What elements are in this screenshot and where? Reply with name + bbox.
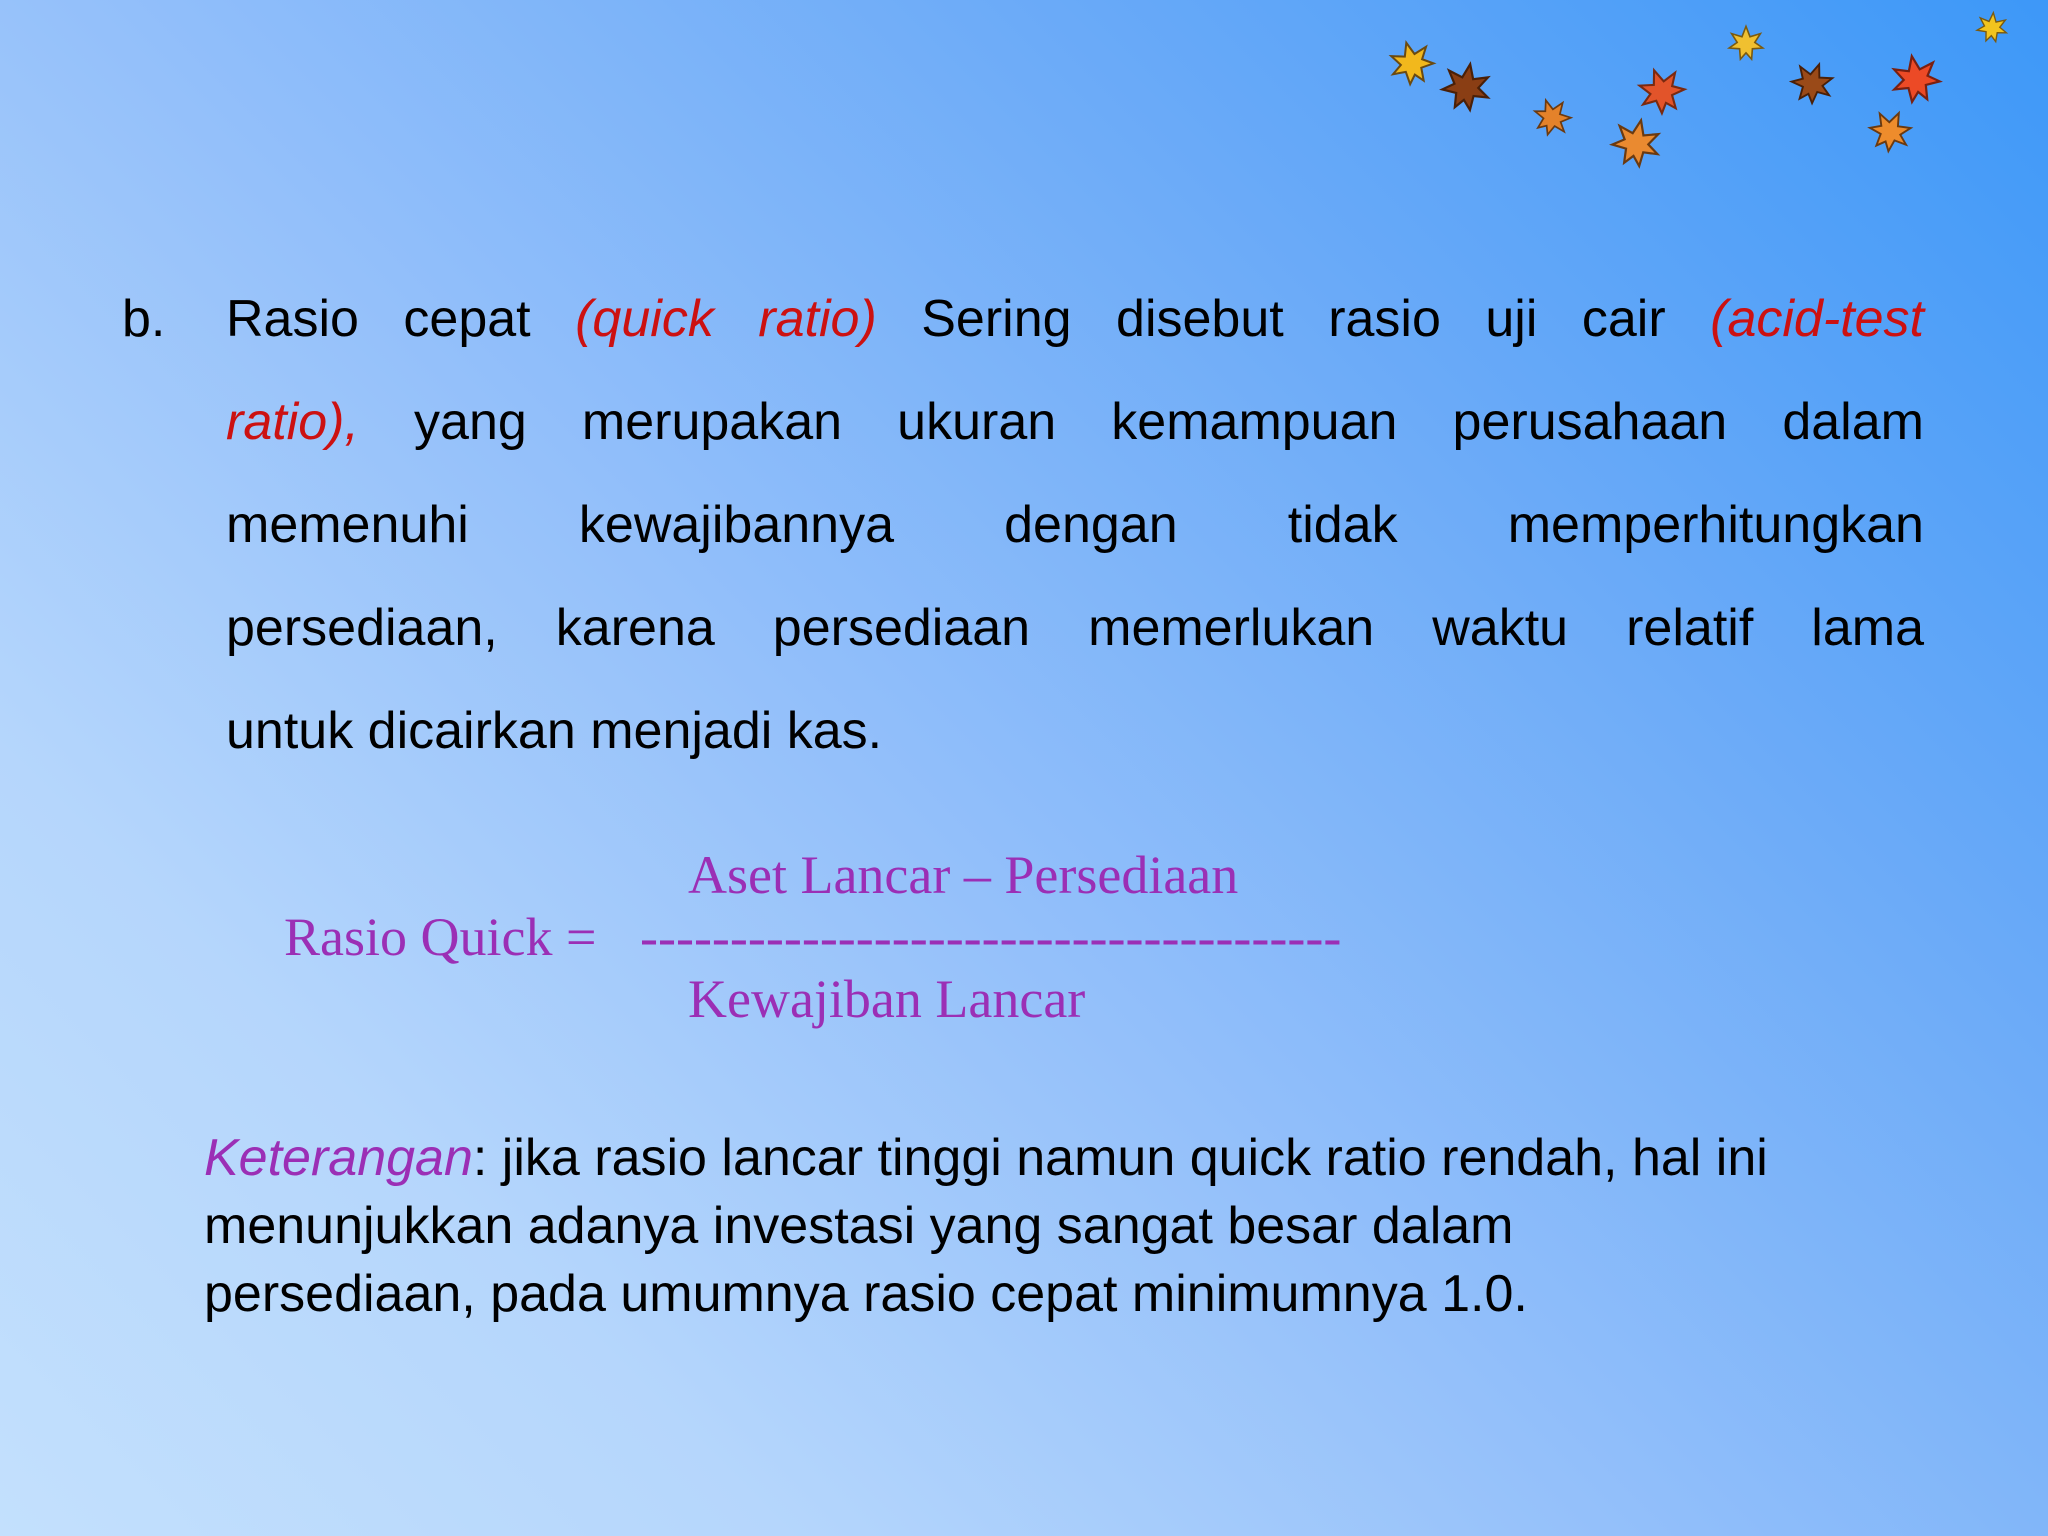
leaf-1-icon <box>1386 37 1437 87</box>
word: persediaan, <box>226 599 498 657</box>
paragraph-line-5 <box>226 680 1924 783</box>
note-line-1 <box>204 1124 1964 1192</box>
leaf-3-icon <box>1528 92 1577 141</box>
word: Rasio <box>226 290 359 348</box>
word: rasio <box>1328 290 1441 348</box>
leaf-7-icon <box>1787 58 1838 108</box>
note-label: Keterangan <box>204 1129 473 1187</box>
leaf-4-icon <box>1633 63 1689 119</box>
word: ukuran <box>897 393 1057 451</box>
word: memenuhi <box>226 496 469 554</box>
leaf-6-icon <box>1729 26 1763 59</box>
word: cair <box>1581 290 1666 348</box>
word: cepat <box>403 290 531 348</box>
definition-paragraph <box>226 268 1924 783</box>
word: Sering <box>921 290 1072 348</box>
word: uji <box>1485 290 1538 348</box>
word: memerlukan <box>1088 599 1375 657</box>
formula-numerator: Aset Lancar – Persediaan <box>688 845 1239 905</box>
leaf-9-icon <box>1864 105 1917 157</box>
word: karena <box>555 599 715 657</box>
word: disebut <box>1116 290 1284 348</box>
leaf-10-icon <box>1976 11 2008 42</box>
word: waktu <box>1432 599 1569 657</box>
paragraph-line-3 <box>226 474 1924 577</box>
word: persediaan <box>772 599 1031 657</box>
note-text: : jika rasio lancar tinggi namun quick ratio rendah, hal ini <box>472 1129 1768 1187</box>
formula-denominator: Kewajiban Lancar <box>688 969 1086 1029</box>
emphasis-term: (acid-test <box>1710 290 1924 348</box>
word-group: untuk dicairkan menjadi kas. <box>226 702 883 760</box>
word: merupakan <box>581 393 843 451</box>
emphasis-term: ratio), <box>226 393 359 451</box>
paragraph-line-4 <box>226 577 1924 680</box>
formula-fraction-line: --------------------------------------- <box>640 907 1342 967</box>
paragraph-line-1 <box>226 268 1924 371</box>
paragraph-line-2 <box>226 371 1924 474</box>
note-line-3: persediaan, pada umumnya rasio cepat minimumnya 1.0. <box>204 1265 1528 1323</box>
word: tidak <box>1287 496 1398 554</box>
word: memperhitungkan <box>1507 496 1924 554</box>
maple-leaves-icon <box>1370 0 2048 190</box>
leaf-8-icon <box>1889 52 1942 104</box>
word: perusahaan <box>1452 393 1728 451</box>
word: dalam <box>1782 393 1924 451</box>
formula-lhs: Rasio Quick = <box>284 907 597 967</box>
note-block <box>204 1124 1964 1328</box>
word: relatif <box>1626 599 1754 657</box>
leaf-5-icon <box>1609 116 1664 170</box>
bullet-marker: b. <box>122 290 166 348</box>
emphasis-term: ratio) <box>758 290 877 348</box>
word: kewajibannya <box>578 496 895 554</box>
leaf-2-icon <box>1440 60 1493 112</box>
word: dengan <box>1004 496 1178 554</box>
word: yang <box>414 393 527 451</box>
emphasis-term: (quick <box>575 290 714 348</box>
note-line-2: menunjukkan adanya investasi yang sangat besar dalam <box>204 1197 1514 1255</box>
word: kemampuan <box>1111 393 1398 451</box>
word: lama <box>1811 599 1924 657</box>
